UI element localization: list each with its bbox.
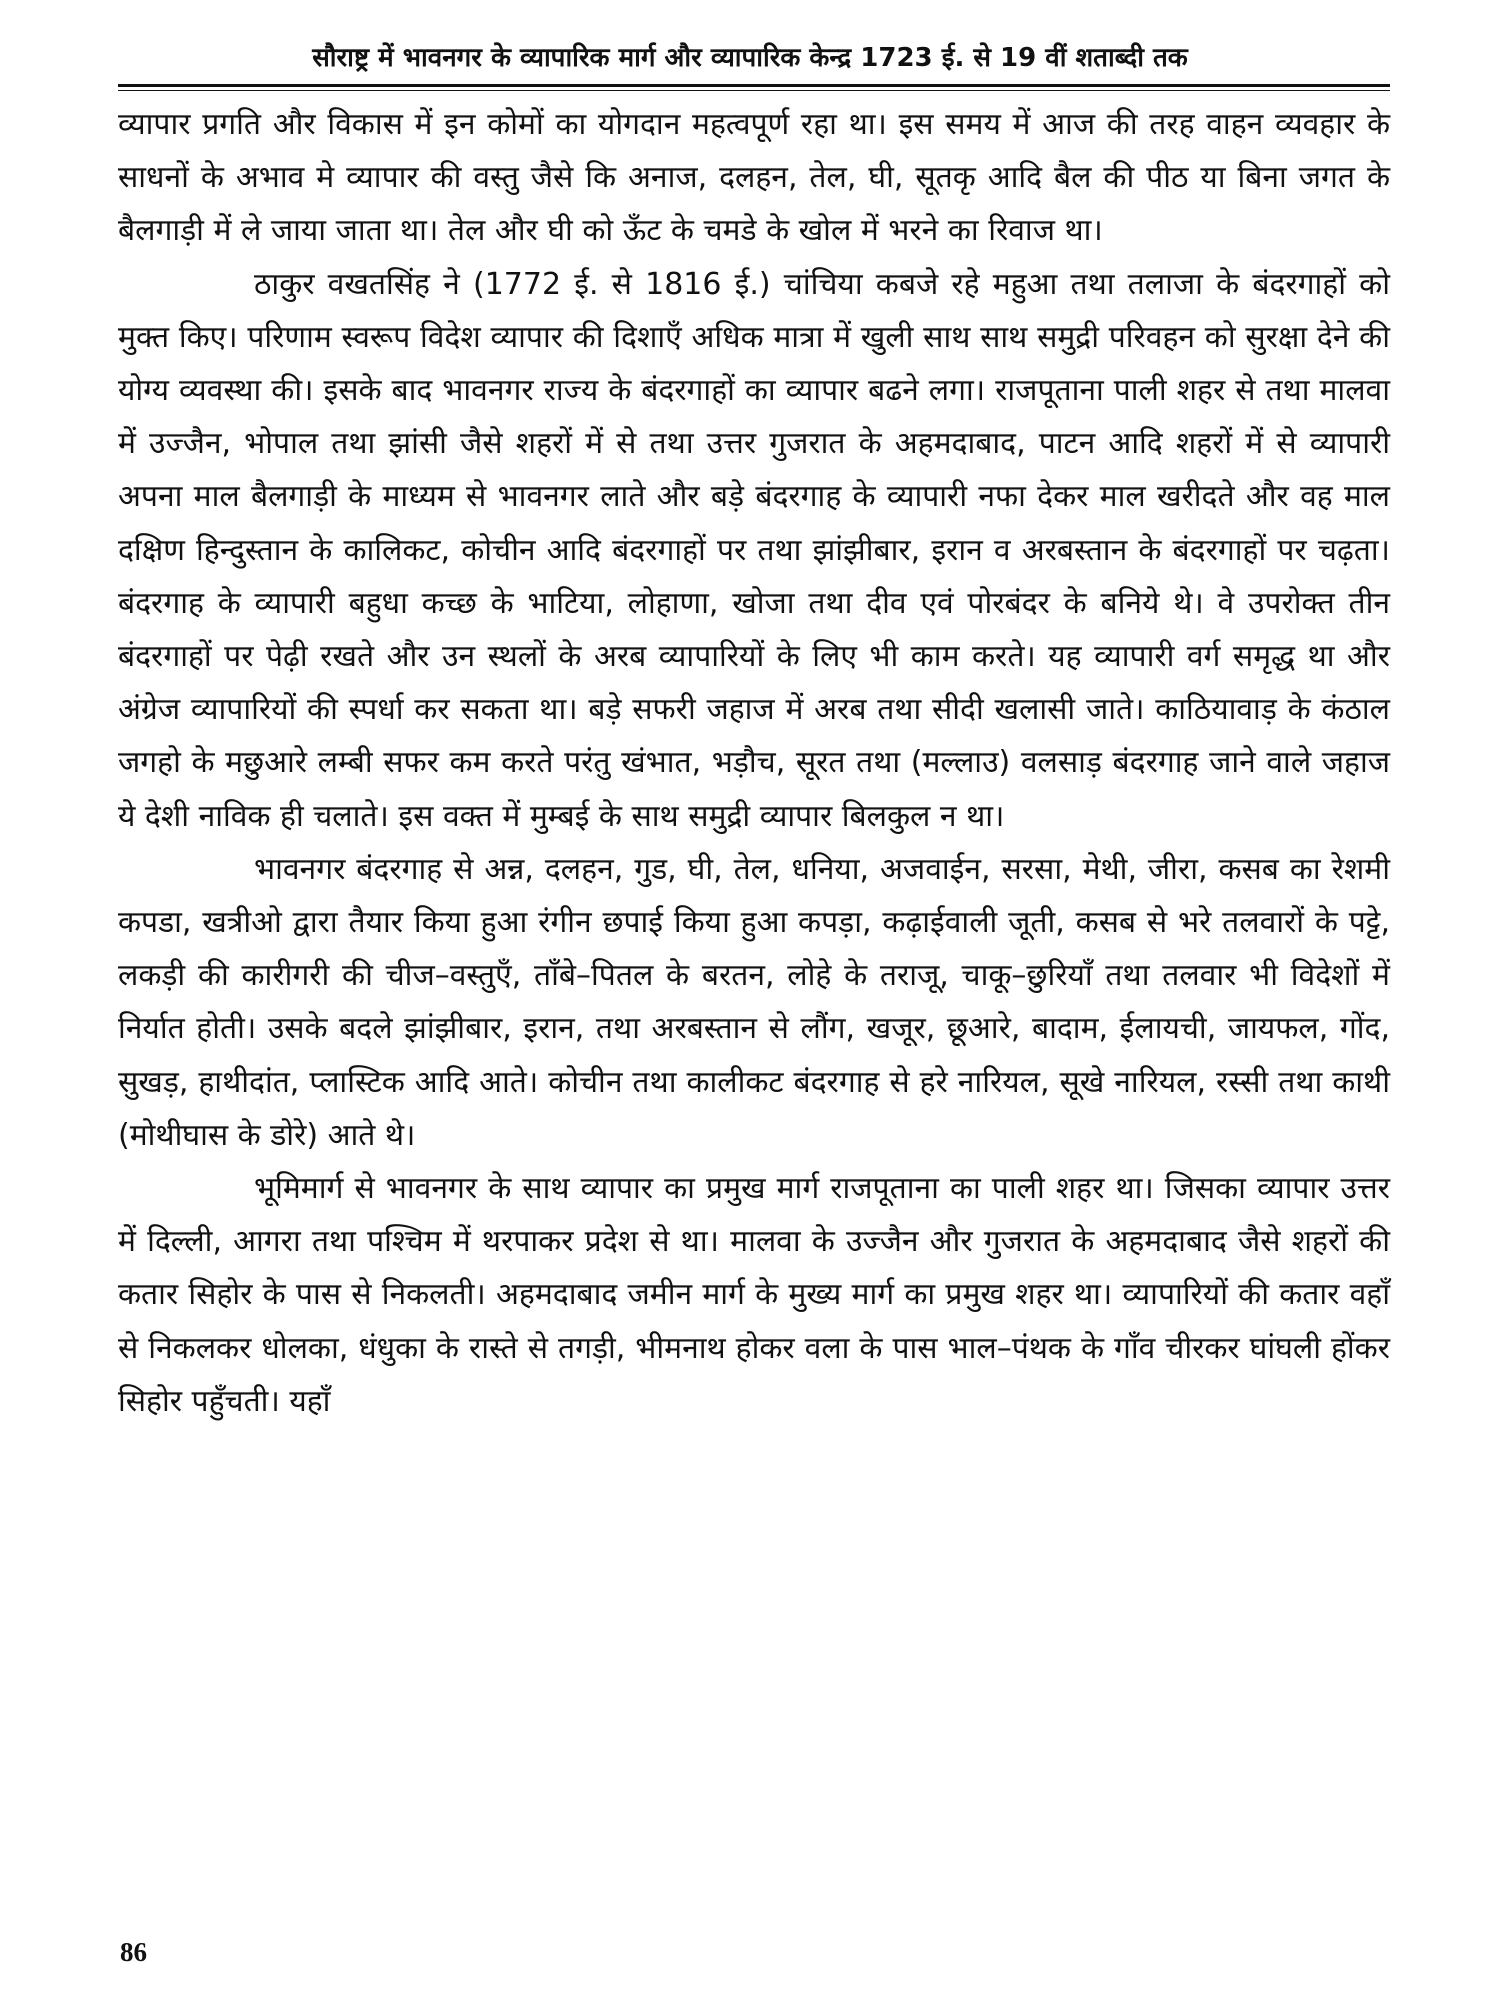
running-header: सौराष्ट्र में भावनगर के व्यापारिक मार्ग और व्यापारिक केन्द्र 1723 ई. से 19 वीं शताब्दी तक: [312, 43, 1188, 73]
page-number: 86: [120, 1937, 147, 1967]
paragraph-1: व्यापार प्रगति और विकास में इन कोमों का योगदान महत्वपूर्ण रहा था। इस समय में आज की तरह वाहन व्यवहार के साधनों के अभाव मे व्यापार की वस्तु जैसे कि अनाज, दलहन, तेल, घी, सूतकृ आदि बैल की पीठ या बिना जगत के बैलगाड़ी में ले जाया जाता था। तेल और घी को ऊँट के चमडे के खोल में भरने का रिवाज था।: [118, 107, 1390, 249]
header-rule: [118, 84, 1390, 87]
paragraph-4: भूमिमार्ग से भावनगर के साथ व्यापार का प्रमुख मार्ग राजपूताना का पाली शहर था। जिसका व्यापार उत्तर में दिल्ली, आगरा तथा पश्चिम में थरपाकर प्रदेश से था। मालवा के उज्जैन और गुजरात के अहमदाबाद जैसे शहरों की कतार सिहोर के पास से निकलती। अहमदाबाद जमीन मार्ग के मुख्य मार्ग का प्रमुख शहर था। व्यापारियों की कतार वहाँ से निकलकर धोलका, धंधुका के रास्ते से तगड़ी, भीमनाथ होकर वला के पास भाल–पंथक के गाँव चीरकर घांघली होंकर सिहोर पहुँचती। यहाँ: [118, 1171, 1390, 1419]
paragraph-3: भावनगर बंदरगाह से अन्न, दलहन, गुड, घी, तेल, धनिया, अजवाईन, सरसा, मेथी, जीरा, कसब का रेशमी कपडा, खत्रीओ द्वारा तैयार किया हुआ रंगीन छपाई किया हुआ कपड़ा, कढ़ाईवाली जूती, कसब से भरे तलवारों के पट्टे, लकड़ी की कारीगरी की चीज–वस्तुएँ, ताँबे–पितल के बरतन, लोहे के तराजू, चाकू–छुरियाँ तथा तलवार भी विदेशों में निर्यात होती। उसके बदले झांझीबार, इरान, तथा अरबस्तान से लौंग, खजूर, छूआरे, बादाम, ईलायची, जायफल, गोंद, सुखड़, हाथीदांत, प्लास्टिक आदि आते। कोचीन तथा कालीकट बंदरगाह से हरे नारियल, सूखे नारियल, रस्सी तथा काथी (मोथीघास के डोरे) आते थे।: [118, 851, 1390, 1153]
body-text: [118, 98, 1390, 1428]
paragraph-2: ठाकुर वखतसिंह ने (1772 ई. से 1816 ई.) चांचिया कबजे रहे महुआ तथा तलाजा के बंदरगाहों को मुक्त किए। परिणाम स्वरूप विदेश व्यापार की दिशाएँ अधिक मात्रा में खुली साथ साथ समुद्री परिवहन को सुरक्षा देने की योग्य व्यवस्था की। इसके बाद भावनगर राज्य के बंदरगाहों का व्यापार बढने लगा। राजपूताना पाली शहर से तथा मालवा में उज्जैन, भोपाल तथा झांसी जैसे शहरों में से तथा उत्तर गुजरात के अहमदाबाद, पाटन आदि शहरों में से व्यापारी अपना माल बैलगाड़ी के माध्यम से भावनगर लाते और बड़े बंदरगाह के व्यापारी नफा देकर माल खरीदते और वह माल दक्षिण हिन्दुस्तान के कालिकट, कोचीन आदि बंदरगाहों पर तथा झांझीबार, इरान व अरबस्तान के बंदरगाहों पर चढ़ता। बंदरगाह के व्यापारी बहुधा कच्छ के भाटिया, लोहाणा, खोजा तथा दीव एवं पोरबंदर के बनिये थे। वे उपरोक्त तीन बंदरगाहों पर पेढ़ी रखते और उन स्थलों के अरब व्यापारियों के लिए भी काम करते। यह व्यापारी वर्ग समृद्ध था और अंग्रेज व्यापारियों की स्पर्धा कर सकता था। बड़े सफरी जहाज में अरब तथा सीदी खलासी जाते। काठियावाड़ के कंठाल जगहो के मछुआरे लम्बी सफर कम करते परंतु खंभात, भड़ौच, सूरत तथा (मल्लाउ) वलसाड़ बंदरगाह जाने वाले जहाज ये देशी नाविक ही चलाते। इस वक्त में मुम्बई के साथ समुद्री व्यापार बिलकुल न था।: [118, 266, 1390, 834]
header-rule-thin: [118, 90, 1390, 91]
